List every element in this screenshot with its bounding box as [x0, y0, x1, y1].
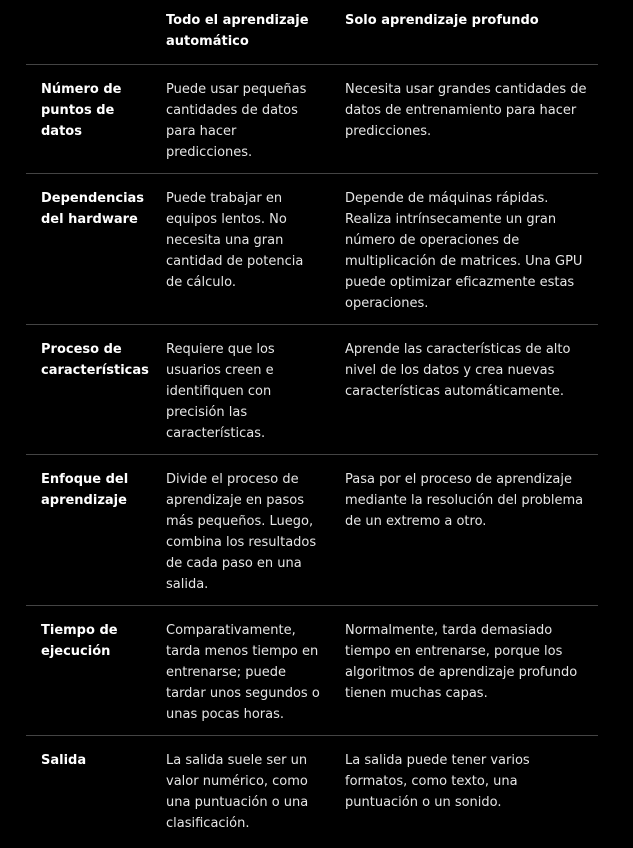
- row-label: Número de puntos de datos: [41, 82, 122, 139]
- table-row: [0, 736, 633, 848]
- row-label: Dependencias del hardware: [41, 191, 145, 227]
- row-ml-cell: Puede trabajar en equipos lentos. No necesita una gran cantidad de potencia de cálculo.: [166, 191, 304, 290]
- row-ml-cell: La salida suele ser un valor numérico, como una puntuación o una clasificación.: [166, 753, 309, 831]
- table-header: [0, 0, 633, 64]
- row-dl-cell: Normalmente, tarda demasiado tiempo en entrenarse, porque los algoritmos de aprendizaje profundo tienen muchas capas.: [345, 623, 578, 701]
- table-row: [0, 455, 633, 604]
- table-row: [0, 65, 633, 172]
- row-label: Enfoque del aprendizaje: [41, 472, 129, 508]
- row-label: Salida: [41, 753, 87, 768]
- row-ml-cell: Comparativamente, tarda menos tiempo en entrenarse; puede tardar unos segundos o unas pocas horas.: [166, 623, 320, 722]
- row-dl-cell: La salida puede tener varios formatos, como texto, una puntuación o un sonido.: [345, 753, 530, 810]
- table-row: [0, 174, 633, 323]
- table-row: [0, 606, 633, 734]
- row-dl-cell: Aprende las características de alto nivel de los datos y crea nuevas características automáticamente.: [345, 342, 571, 399]
- row-label: Tiempo de ejecución: [41, 623, 118, 659]
- header-deep-learning-only: Solo aprendizaje profundo: [345, 13, 539, 28]
- row-ml-cell: Requiere que los usuarios creen e identifiquen con precisión las características.: [166, 342, 275, 441]
- row-dl-cell: Depende de máquinas rápidas. Realiza intrínsecamente un gran número de operaciones de multiplicación de matrices. Una GPU puede optimizar eficazmente estas operaciones.: [345, 191, 583, 311]
- row-label: Proceso de características: [41, 342, 149, 378]
- table-row: [0, 325, 633, 453]
- header-all-machine-learning: Todo el aprendizaje automático: [166, 13, 309, 49]
- row-ml-cell: Puede usar pequeñas cantidades de datos para hacer predicciones.: [166, 82, 307, 160]
- row-dl-cell: Pasa por el proceso de aprendizaje mediante la resolución del problema de un extremo a otro.: [345, 472, 584, 529]
- row-dl-cell: Necesita usar grandes cantidades de datos de entrenamiento para hacer predicciones.: [345, 82, 587, 139]
- row-ml-cell: Divide el proceso de aprendizaje en pasos más pequeños. Luego, combina los resultados de cada paso en una salida.: [166, 472, 317, 592]
